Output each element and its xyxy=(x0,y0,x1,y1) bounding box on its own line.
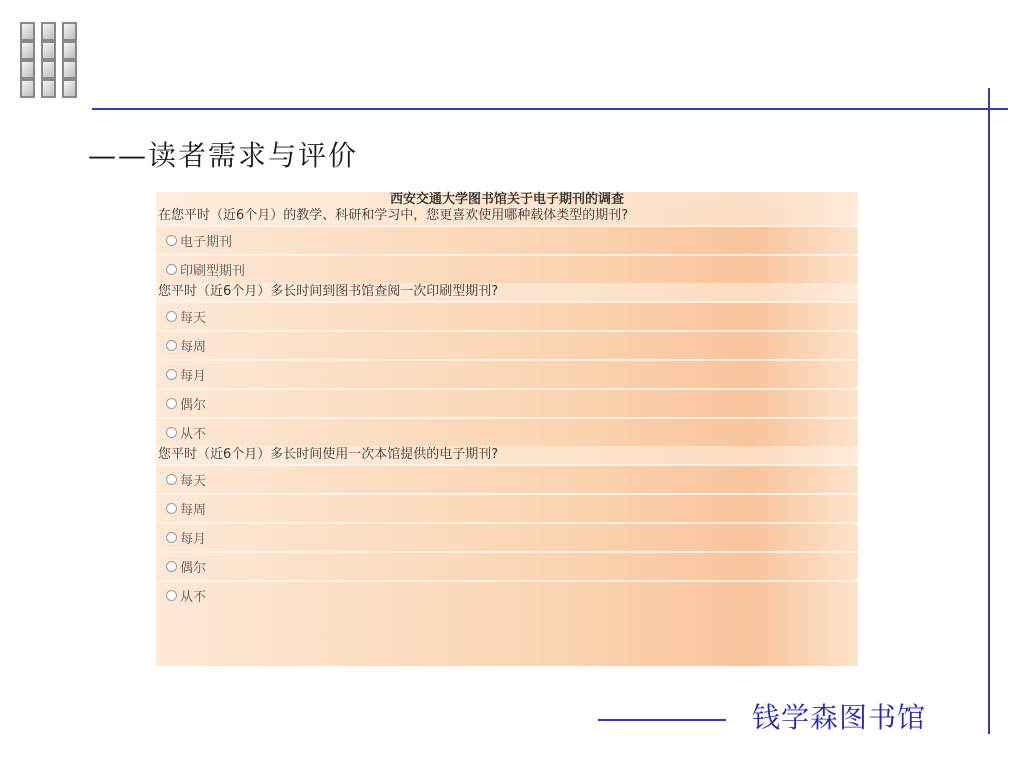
grid-logo-icon xyxy=(20,22,82,98)
option-label: 偶尔 xyxy=(180,561,207,576)
radio-icon[interactable] xyxy=(166,398,177,409)
option-label: 每月 xyxy=(180,532,207,547)
option-q2-5[interactable] xyxy=(156,417,858,446)
option-label: 每周 xyxy=(180,503,207,518)
option-q2-3[interactable] xyxy=(156,359,858,388)
slide-title-block xyxy=(88,134,358,174)
slide-title: ——读者需求与评价 xyxy=(88,139,359,172)
footer-block xyxy=(598,696,926,736)
option-q3-4[interactable] xyxy=(156,551,858,580)
option-label: 每天 xyxy=(180,311,207,326)
question-1: 在您平时（近6个月）的教学、科研和学习中，您更喜欢使用哪种载体类型的期刊? xyxy=(156,207,858,225)
option-label: 从不 xyxy=(180,590,207,605)
survey-heading: 西安交通大学图书馆关于电子期刊的调查 xyxy=(156,192,858,207)
radio-icon[interactable] xyxy=(166,561,177,572)
radio-icon[interactable] xyxy=(166,235,177,246)
option-label: 每天 xyxy=(180,474,207,489)
option-q3-3[interactable] xyxy=(156,522,858,551)
radio-icon[interactable] xyxy=(166,311,177,322)
radio-icon[interactable] xyxy=(166,264,177,275)
radio-icon[interactable] xyxy=(166,369,177,380)
question-2: 您平时（近6个月）多长时间到图书馆查阅一次印刷型期刊? xyxy=(156,283,858,301)
radio-icon[interactable] xyxy=(166,340,177,351)
option-label: 从不 xyxy=(180,427,207,442)
footer-label: 钱学森图书馆 xyxy=(752,701,927,734)
option-q3-2[interactable] xyxy=(156,493,858,522)
radio-icon[interactable] xyxy=(166,503,177,514)
option-q2-4[interactable] xyxy=(156,388,858,417)
option-q2-2[interactable] xyxy=(156,330,858,359)
option-q3-1[interactable] xyxy=(156,464,858,493)
header-rule xyxy=(92,108,1008,110)
option-label: 每周 xyxy=(180,340,207,355)
question-3: 您平时（近6个月）多长时间使用一次本馆提供的电子期刊? xyxy=(156,446,858,464)
side-rule xyxy=(988,88,990,734)
radio-icon[interactable] xyxy=(166,532,177,543)
option-label: 偶尔 xyxy=(180,398,207,413)
option-q3-5[interactable] xyxy=(156,580,858,607)
option-q1-1[interactable] xyxy=(156,225,858,254)
survey-form xyxy=(156,192,858,666)
radio-icon[interactable] xyxy=(166,474,177,485)
radio-icon[interactable] xyxy=(166,590,177,601)
option-label: 电子期刊 xyxy=(180,235,233,250)
option-label: 每月 xyxy=(180,369,207,384)
option-q1-2[interactable] xyxy=(156,254,858,283)
option-q2-1[interactable] xyxy=(156,301,858,330)
footer-rule xyxy=(598,719,726,721)
radio-icon[interactable] xyxy=(166,427,177,438)
option-label: 印刷型期刊 xyxy=(180,264,246,279)
